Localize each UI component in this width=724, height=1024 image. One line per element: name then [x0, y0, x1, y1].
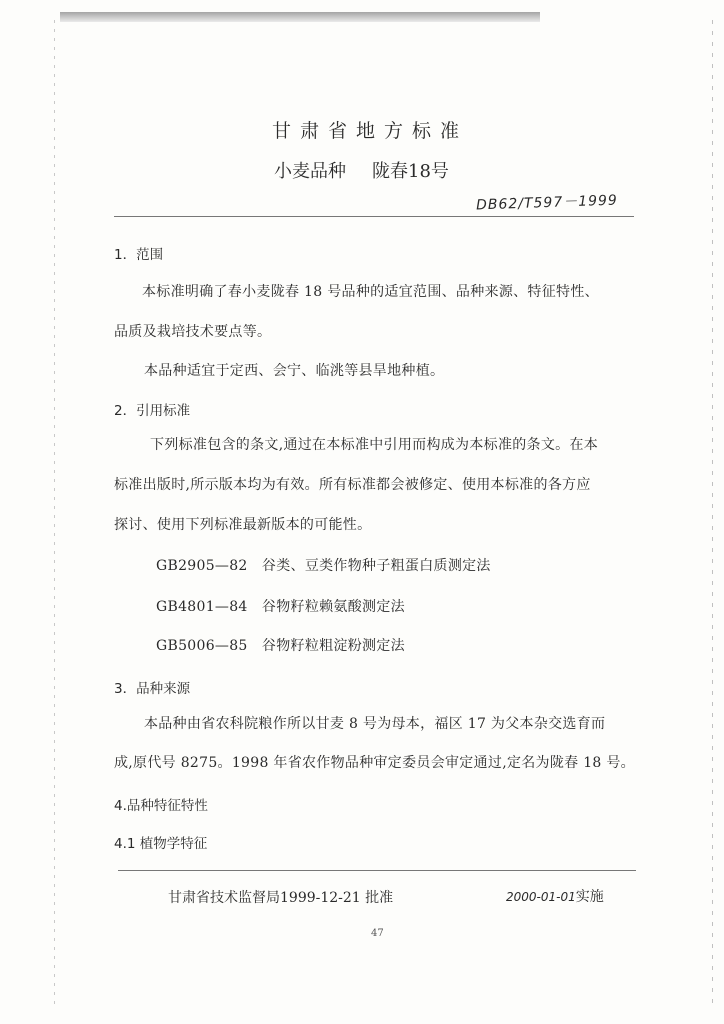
implementation-statement [506, 886, 604, 906]
document-title: 甘肃省地方标准 [272, 120, 469, 142]
section-3-paragraph-line-2: 成,原代号 8275。1998 年省农作物品种审定委员会审定通过,定名为陇春 18 号。 [114, 755, 635, 771]
document-number: DB62/T597－1999 [475, 192, 619, 214]
section-1-paragraph-1-line-2: 品质及栽培技术要点等。 [114, 324, 272, 340]
scan-edge-top [60, 12, 540, 22]
subtitle-part-2: 陇春18号 [372, 161, 449, 182]
reference-item: GB2905—82 谷类、豆类作物种子粗蛋白质测定法 [156, 558, 491, 574]
section-1-paragraph-2: 本品种适宜于定西、会宁、临洮等县旱地种植。 [144, 363, 445, 379]
section-3-paragraph-line-1: 本品种由省农科院粮作所以甘麦 8 号为母本，福区 17 为父本杂交选育而 [144, 716, 606, 732]
approval-statement: 甘肃省技术监督局1999-12-21 批准 [168, 890, 394, 906]
scan-edge-left [54, 20, 55, 1010]
section-4-heading: 4.品种特征特性 [114, 798, 208, 814]
page-number: 47 [371, 928, 384, 939]
section-1-heading: 1．范围 [114, 247, 164, 263]
document-subtitle [274, 157, 449, 183]
subtitle-part-1: 小麦品种 [274, 161, 346, 182]
reference-item: GB5006—85 谷物籽粒粗淀粉测定法 [156, 638, 405, 654]
implementation-date: 2000-01-01 [506, 890, 576, 904]
reference-item: GB4801—84 谷物籽粒赖氨酸测定法 [156, 599, 405, 615]
section-3-heading: 3．品种来源 [114, 681, 191, 697]
implementation-label: 实施 [575, 889, 604, 905]
section-2-heading: 2．引用标准 [114, 403, 191, 419]
section-1-paragraph-1-line-1: 本标准明确了春小麦陇春 18 号品种的适宜范围、品种来源、特征特性、 [142, 284, 599, 300]
section-2-paragraph-line-1: 下列标准包含的条文,通过在本标准中引用而构成为本标准的条文。在本 [150, 437, 599, 453]
header-rule [114, 216, 634, 217]
footer-rule [118, 870, 636, 871]
section-2-paragraph-line-2: 标准出版时,所示版本均为有效。所有标准都会被修定、使用本标准的各方应 [114, 477, 591, 493]
section-2-paragraph-line-3: 探讨、使用下列标准最新版本的可能性。 [114, 517, 372, 533]
section-4-1-heading: 4.1 植物学特征 [114, 836, 208, 852]
scan-edge-right [712, 20, 713, 1010]
